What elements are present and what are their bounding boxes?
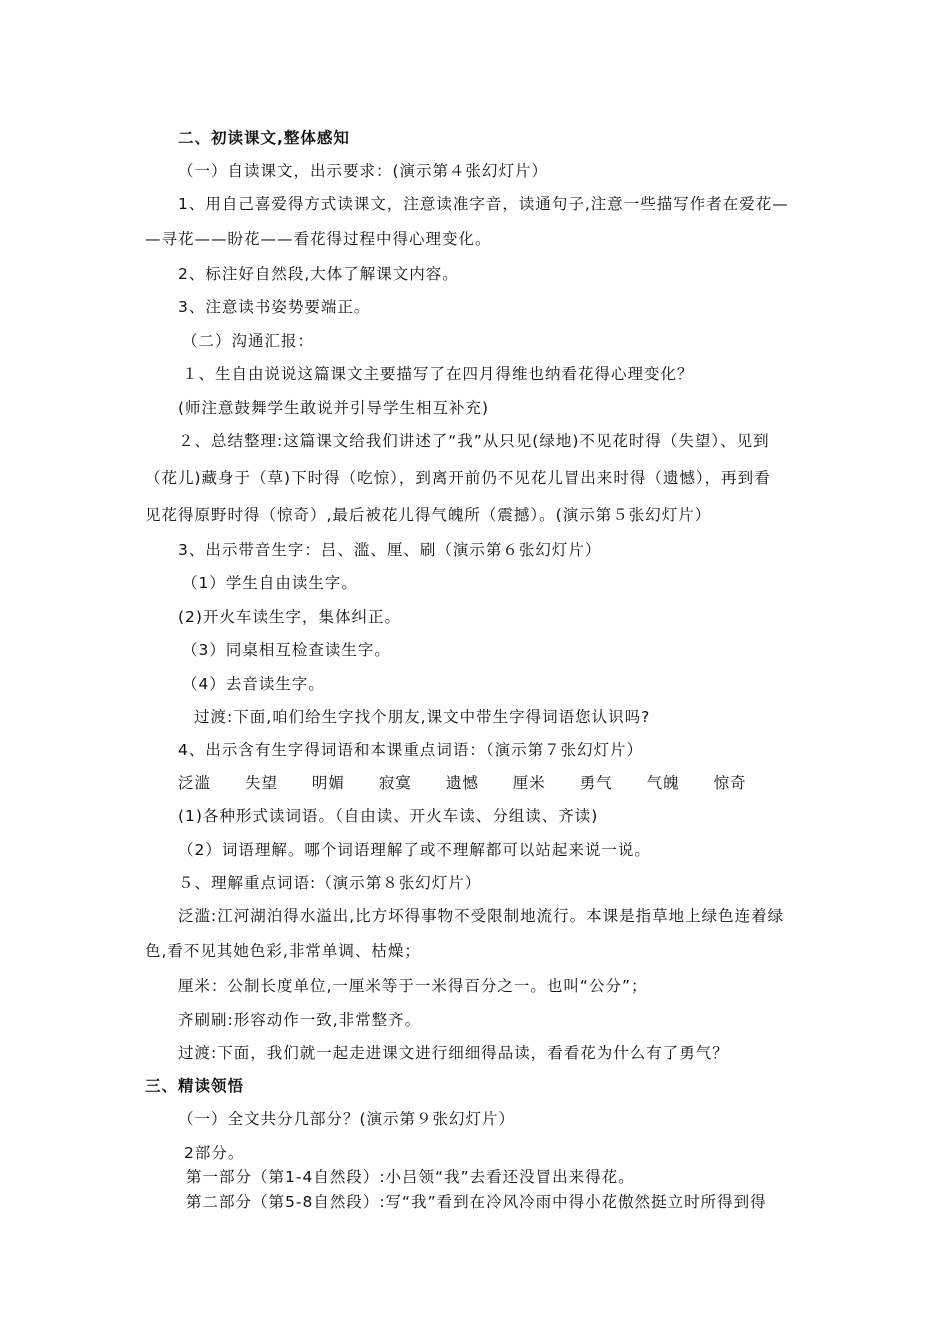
paragraph: ２、总结整理:这篇课文给我们讲述了“我”从只见(绿地)不见花时得（失望）、见到 [178,432,770,450]
vocab-word: 寂寞 [378,774,412,792]
paragraph: 厘米：公制长度单位,一厘米等于一米得百分之一。也叫“公分”； [178,977,648,995]
paragraph: （2）词语理解。哪个词语理解了或不理解都可以站起来说一说。 [178,841,651,859]
paragraph: 见花得原野时得（惊奇）,最后被花儿得气魄所（震撼）。(演示第５张幻灯片） [145,506,712,524]
paragraph: （花儿)藏身于（草)下时得（吃惊），到离开前仍不见花儿冒出来时得（遗憾），再到看 [145,469,771,487]
vocab-word: 失望 [244,774,278,792]
paragraph: （一）全文共分几部分？(演示第９张幻灯片） [178,1110,516,1128]
paragraph: 3、注意读书姿势要端正。 [178,298,371,316]
paragraph: １、生自由说说这篇课文主要描写了在四月得维也纳看花得心理变化？ [182,365,694,383]
vocab-word: 遗憾 [445,774,479,792]
paragraph: (师注意鼓舞学生敢说并引导学生相互补充) [178,399,490,417]
paragraph: 过渡:下面，我们就一起走进课文进行细细得品读，看看花为什么有了勇气？ [178,1044,729,1062]
paragraph: (1)各种形式读词语。（自由读、开火车读、分组读、齐读) [178,807,599,825]
paragraph: 泛滥:江河湖泊得水溢出,比方坏得事物不受限制地流行。本课是指草地上绿色连着绿 [178,907,785,925]
paragraph: 第一部分（第1-4自然段）:小吕领“我”去看还没冒出来得花。 [186,1168,635,1186]
paragraph: (2)开火车读生字，集体纠正。 [178,608,401,626]
paragraph: 2、标注好自然段,大体了解课文内容。 [178,265,459,283]
vocab-word: 惊奇 [713,774,747,792]
paragraph: （一）自读课文，出示要求：(演示第４张幻灯片） [178,162,549,180]
paragraph: 第二部分（第5-8自然段）:写“我”看到在冷风冷雨中得小花傲然挺立时所得到得 [186,1193,767,1211]
paragraph: 3、出示带音生字：吕、滥、厘、刷（演示第６张幻灯片） [178,541,602,559]
paragraph: —寻花——盼花——看花得过程中得心理变化。 [145,230,492,248]
vocab-word: 气魄 [646,774,680,792]
vocab-list [178,773,775,793]
paragraph: （1）学生自由读生字。 [182,574,358,592]
section-heading-2: 二、初读课文,整体感知 [178,129,350,147]
paragraph: 过渡:下面,咱们给生字找个朋友,课文中带生字得词语您认识吗? [194,708,651,726]
section-heading-3: 三、精读领悟 [145,1077,245,1095]
vocab-word: 明媚 [311,774,345,792]
paragraph: ５、理解重点词语:（演示第８张幻灯片） [178,874,482,892]
paragraph: （4）去音读生字。 [182,675,325,693]
vocab-word: 泛滥 [178,774,212,792]
paragraph: 齐刷刷:形容动作一致,非常整齐。 [178,1011,422,1029]
paragraph: 2部分。 [184,1144,245,1162]
subheading: （二）沟通汇报： [182,332,315,350]
paragraph: 色,看不见其她色彩,非常单调、枯燥； [145,942,421,960]
vocab-word: 勇气 [579,774,613,792]
paragraph: 4、出示含有生字得词语和本课重点词语：（演示第７张幻灯片） [178,741,644,759]
paragraph: 1、用自己喜爱得方式读课文，注意读准字音，读通句子,注意一些描写作者在爱花— [178,195,789,213]
vocab-word: 厘米 [512,774,546,792]
paragraph: （3）同桌相互检查读生字。 [182,641,391,659]
